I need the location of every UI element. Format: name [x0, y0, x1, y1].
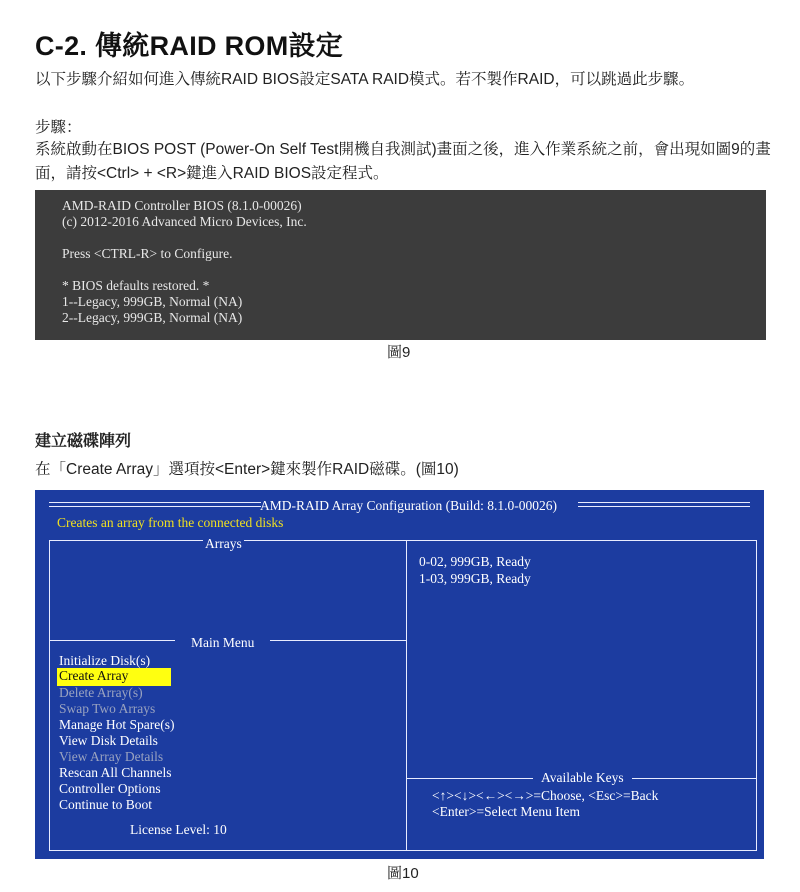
frame-left [49, 540, 50, 851]
header-rule-right [578, 502, 750, 503]
disk-item[interactable]: 0-02, 999GB, Ready [419, 554, 531, 569]
menu-item-controller-options[interactable]: Controller Options [59, 781, 161, 796]
steps-label: 步驟： [35, 119, 82, 136]
steps-paragraph: 系統啟動在BIOS POST (Power-On Self Test開機自我測試)畫面之後，進入作業系統之前，會出現如圖9的畫面，請按<Ctrl> + <R>鍵進入RAID BIOS設定程式。 [35, 141, 771, 182]
license-level: License Level: 10 [130, 822, 227, 837]
header-rule-left [49, 502, 261, 503]
raid-hint-text: Creates an array from the connected disks [57, 515, 284, 530]
figure10-raid-config-screen [35, 490, 764, 859]
bios-line: * BIOS defaults restored. * [62, 278, 210, 293]
figure9-bios-screen [35, 190, 766, 340]
menu-item-rescan-all-channels[interactable]: Rescan All Channels [59, 765, 172, 780]
raid-header-title: AMD-RAID Array Configuration (Build: 8.1.0-00026) [260, 498, 557, 513]
section-paragraph: 在「Create Array」選項按<Enter>鍵來製作RAID磁碟。(圖10) [35, 461, 459, 478]
menu-item-delete-arrays[interactable]: Delete Array(s) [59, 685, 143, 700]
menu-item-view-array-details[interactable]: View Array Details [59, 749, 164, 764]
bios-line: 2--Legacy, 999GB, Normal (NA) [62, 310, 243, 325]
menu-item-continue-to-boot[interactable]: Continue to Boot [59, 797, 153, 812]
arrays-panel-label: Arrays [205, 536, 242, 551]
intro-paragraph: 以下步驟介紹如何進入傳統RAID BIOS設定SATA RAID模式。若不製作RAID，可以跳過此步驟。 [35, 71, 695, 88]
bios-line: (c) 2012-2016 Advanced Micro Devices, Inc. [62, 214, 307, 229]
bios-line: Press <CTRL-R> to Configure. [62, 246, 233, 261]
header-rule-right [578, 506, 750, 507]
page-title: C-2. 傳統RAID ROM設定 [35, 31, 344, 61]
frame-bottom [49, 850, 757, 851]
frame-top [49, 540, 757, 541]
frame-right [756, 540, 757, 851]
bios-line: AMD-RAID Controller BIOS (8.1.0-00026) [62, 198, 302, 213]
frame-divider [406, 540, 407, 851]
bios-line: 1--Legacy, 999GB, Normal (NA) [62, 294, 243, 309]
main-menu-label: Main Menu [175, 635, 270, 651]
keys-help-select: <Enter>=Select Menu Item [432, 804, 581, 819]
header-rule-left [49, 506, 261, 507]
menu-item-initialize-disks[interactable]: Initialize Disk(s) [59, 653, 151, 668]
keys-help-choose: <↑><↓><←><→>=Choose, <Esc>=Back [432, 788, 659, 803]
disk-item[interactable]: 1-03, 999GB, Ready [419, 571, 531, 586]
figure9-caption: 圖9 [387, 344, 411, 361]
menu-item-create-array[interactable]: Create Array [57, 668, 171, 686]
section-heading: 建立磁碟陣列 [35, 433, 132, 450]
menu-item-view-disk-details[interactable]: View Disk Details [59, 733, 158, 748]
figure10-caption: 圖10 [387, 865, 419, 882]
available-keys-label: Available Keys [533, 770, 632, 786]
menu-item-swap-two-arrays[interactable]: Swap Two Arrays [59, 701, 156, 716]
menu-item-manage-hot-spares[interactable]: Manage Hot Spare(s) [59, 717, 175, 732]
